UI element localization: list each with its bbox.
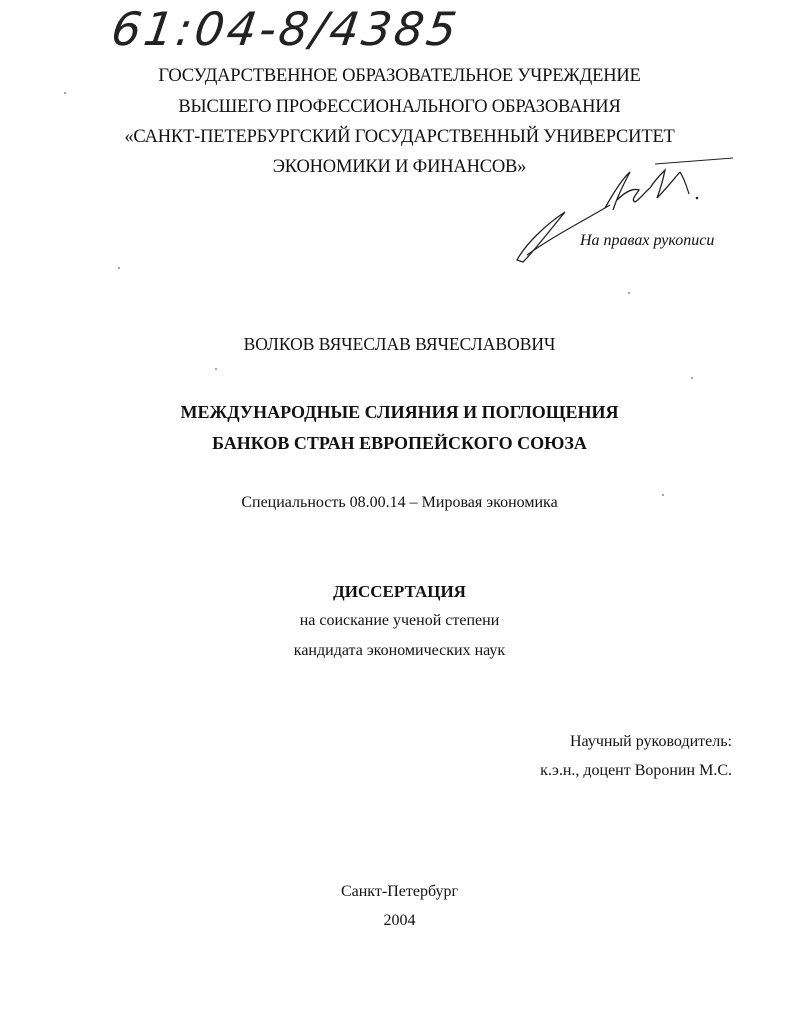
city: Санкт-Петербург: [340, 883, 459, 900]
year: 2004: [383, 912, 416, 929]
manuscript-rights-note: На правах рукописи: [580, 232, 715, 249]
dissertation-title-line-1: МЕЖДУНАРОДНЫЕ СЛИЯНИЯ И ПОГЛОЩЕНИЯ: [180, 402, 619, 422]
scan-speck: [662, 494, 664, 496]
scan-speck: [691, 377, 693, 379]
dissertation-title-line-2: БАНКОВ СТРАН ЕВРОПЕЙСКОГО СОЮЗА: [212, 433, 587, 453]
supervisor-label: Научный руководитель:: [569, 733, 732, 750]
organization-line-1: ГОСУДАРСТВЕННОЕ ОБРАЗОВАТЕЛЬНОЕ УЧРЕЖДЕНИЕ: [158, 66, 641, 86]
scan-speck: [118, 267, 120, 269]
handwritten-signature: [505, 150, 745, 270]
supervisor-name: к.э.н., доцент Воронин М.С.: [540, 762, 732, 779]
organization-line-2: ВЫСШЕГО ПРОФЕССИОНАЛЬНОГО ОБРАЗОВАНИЯ: [178, 97, 621, 117]
handwritten-archive-number: 61:04-8/4385: [108, 2, 463, 56]
organization-line-4: ЭКОНОМИКИ И ФИНАНСОВ»: [272, 157, 527, 177]
scan-speck: [628, 292, 630, 294]
degree-line-1: на соискание ученой степени: [299, 612, 500, 629]
dissertation-heading: ДИССЕРТАЦИЯ: [333, 582, 466, 601]
specialty-line: Специальность 08.00.14 – Мировая экономика: [241, 494, 558, 511]
scan-speck: [215, 368, 217, 370]
degree-line-2: кандидата экономических наук: [293, 642, 506, 659]
organization-line-3: «САНКТ-ПЕТЕРБУРГСКИЙ ГОСУДАРСТВЕННЫЙ УНИВЕРСИТЕТ: [124, 127, 675, 147]
author-name: ВОЛКОВ ВЯЧЕСЛАВ ВЯЧЕСЛАВОВИЧ: [243, 334, 556, 354]
scan-speck: [64, 92, 66, 94]
